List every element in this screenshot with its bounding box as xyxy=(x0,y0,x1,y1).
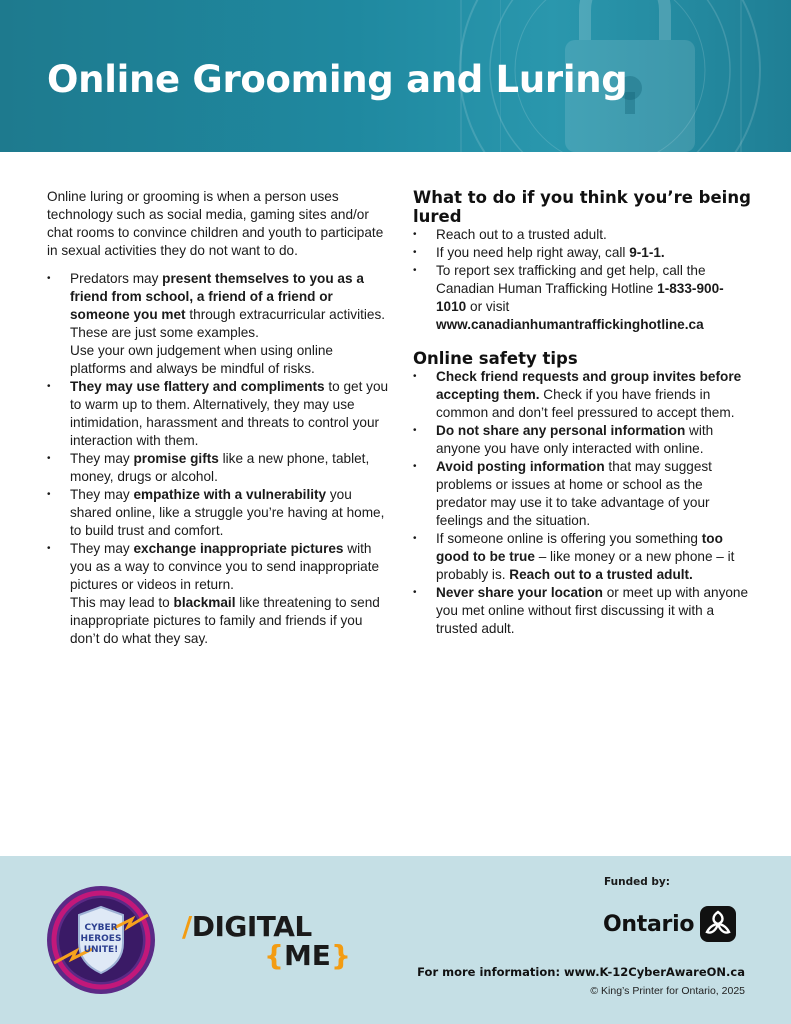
text: or visit xyxy=(466,299,510,314)
text: to get you to warm up to them. Alternatively, they may use intimidation, harassment and threats to control your interaction with them. xyxy=(70,379,389,448)
text: – like money or a new phone – it probably is. xyxy=(436,549,735,582)
list-item xyxy=(413,458,753,530)
bold-text: exchange inappropriate pictures xyxy=(133,541,344,556)
badge-line-2: HEROES xyxy=(80,934,122,944)
text: This may lead to xyxy=(70,595,174,610)
text: Use your own judgement when using online platforms and always be mindful of risks. xyxy=(70,343,333,376)
me-word: ME xyxy=(283,939,331,972)
text: like threatening to send inappropriate pictures to family and friends if you don’t do what they say. xyxy=(70,595,380,646)
safety-tips-list xyxy=(413,368,753,638)
text: or meet up with anyone you met online without first discussing it with a trusted adult. xyxy=(436,585,749,636)
list-item xyxy=(413,584,753,638)
list-item xyxy=(413,368,753,422)
bold-text: empathize with a vulnerability xyxy=(133,487,327,502)
bold-text: Reach out to a trusted adult. xyxy=(509,567,693,582)
brace-close: } xyxy=(330,939,351,972)
predator-tactics-list xyxy=(47,270,389,648)
brace-open: { xyxy=(264,939,284,972)
slash-mark: / xyxy=(182,910,192,943)
bold-text: too good to be true xyxy=(436,531,723,564)
text: that may suggest problems or issues at home or school as the predator may use it to take advantage of your feelings and the situation. xyxy=(436,459,712,528)
text: They may xyxy=(70,487,134,502)
bold-text: present themselves to you as a friend from school, a friend of a friend or someone you met xyxy=(70,271,364,322)
list-item xyxy=(413,530,753,584)
ontario-logo xyxy=(603,906,736,942)
list-item xyxy=(413,262,753,334)
heading-being-lured: What to do if you think you’re being lured xyxy=(413,188,751,226)
cyber-heroes-unite-badge-icon xyxy=(46,885,156,995)
list-item xyxy=(413,244,753,262)
intro-paragraph: Online luring or grooming is when a person uses technology such as social media, gaming sites and/or chat rooms to convince children and youth to participate in sexual activities they do not want to do. xyxy=(47,189,384,258)
text: you shared online, like a struggle you’re having at home, to build trust and comfort. xyxy=(70,487,385,538)
heading-safety-tips: Online safety tips xyxy=(413,349,578,368)
text: like a new phone, tablet, money, drugs or alcohol. xyxy=(70,451,370,484)
text: Predators may xyxy=(70,271,163,286)
list-item xyxy=(413,226,753,244)
emergency-number: 9-1-1. xyxy=(629,245,665,260)
lured-steps-list xyxy=(413,226,753,334)
text: They may xyxy=(70,451,134,466)
me-wordmark xyxy=(264,939,351,972)
bold-text: Check friend requests and group invites before accepting them. xyxy=(436,369,742,402)
list-item xyxy=(413,422,753,458)
ontario-trillium-logo-icon xyxy=(700,906,736,942)
funded-by-label: Funded by: xyxy=(604,876,670,888)
ontario-wordmark: Ontario xyxy=(603,911,695,937)
text: through extracurricular activities. These are just some examples. xyxy=(70,307,386,340)
bold-text: Avoid posting information xyxy=(436,459,605,474)
page-title: Online Grooming and Luring xyxy=(47,58,628,101)
right-column xyxy=(413,188,753,638)
bold-text: promise gifts xyxy=(133,451,219,466)
hotline-website: www.canadianhumantraffickinghotline.ca xyxy=(436,317,704,332)
list-item xyxy=(47,378,389,450)
more-information-text: For more information: www.K-12CyberAwareON.ca xyxy=(417,965,745,979)
list-item xyxy=(47,450,389,486)
digital-word: DIGITAL xyxy=(191,910,312,943)
text: with anyone you have only interacted with online. xyxy=(436,423,714,456)
text: Reach out to a trusted adult. xyxy=(436,227,607,242)
left-column xyxy=(47,188,389,648)
badge-line-3: UNITE! xyxy=(83,945,119,955)
text: If someone online is offering you something xyxy=(436,531,702,546)
text: Check if you have friends in common and don’t feel pressured to accept them. xyxy=(436,387,735,420)
bold-text: blackmail xyxy=(173,595,236,610)
bold-text: They may use flattery and compliments xyxy=(70,379,325,394)
hotline-number: 1-833-900-1010 xyxy=(436,281,724,314)
badge-line-1: CYBER xyxy=(84,923,118,933)
copyright-text: © King’s Printer for Ontario, 2025 xyxy=(590,985,745,997)
text: To report sex trafficking and get help, call the Canadian Human Trafficking Hotline xyxy=(436,263,706,296)
header-banner xyxy=(0,0,791,152)
text: with you as a way to convince you to send inappropriate pictures or videos in return. xyxy=(70,541,380,592)
list-item xyxy=(47,270,389,378)
text: If you need help right away, call xyxy=(436,245,630,260)
bold-text: Do not share any personal information xyxy=(436,423,686,438)
text: They may xyxy=(70,541,134,556)
bold-text: Never share your location xyxy=(436,585,603,600)
list-item xyxy=(47,540,389,648)
list-item xyxy=(47,486,389,540)
digital-me-logo xyxy=(182,910,351,972)
